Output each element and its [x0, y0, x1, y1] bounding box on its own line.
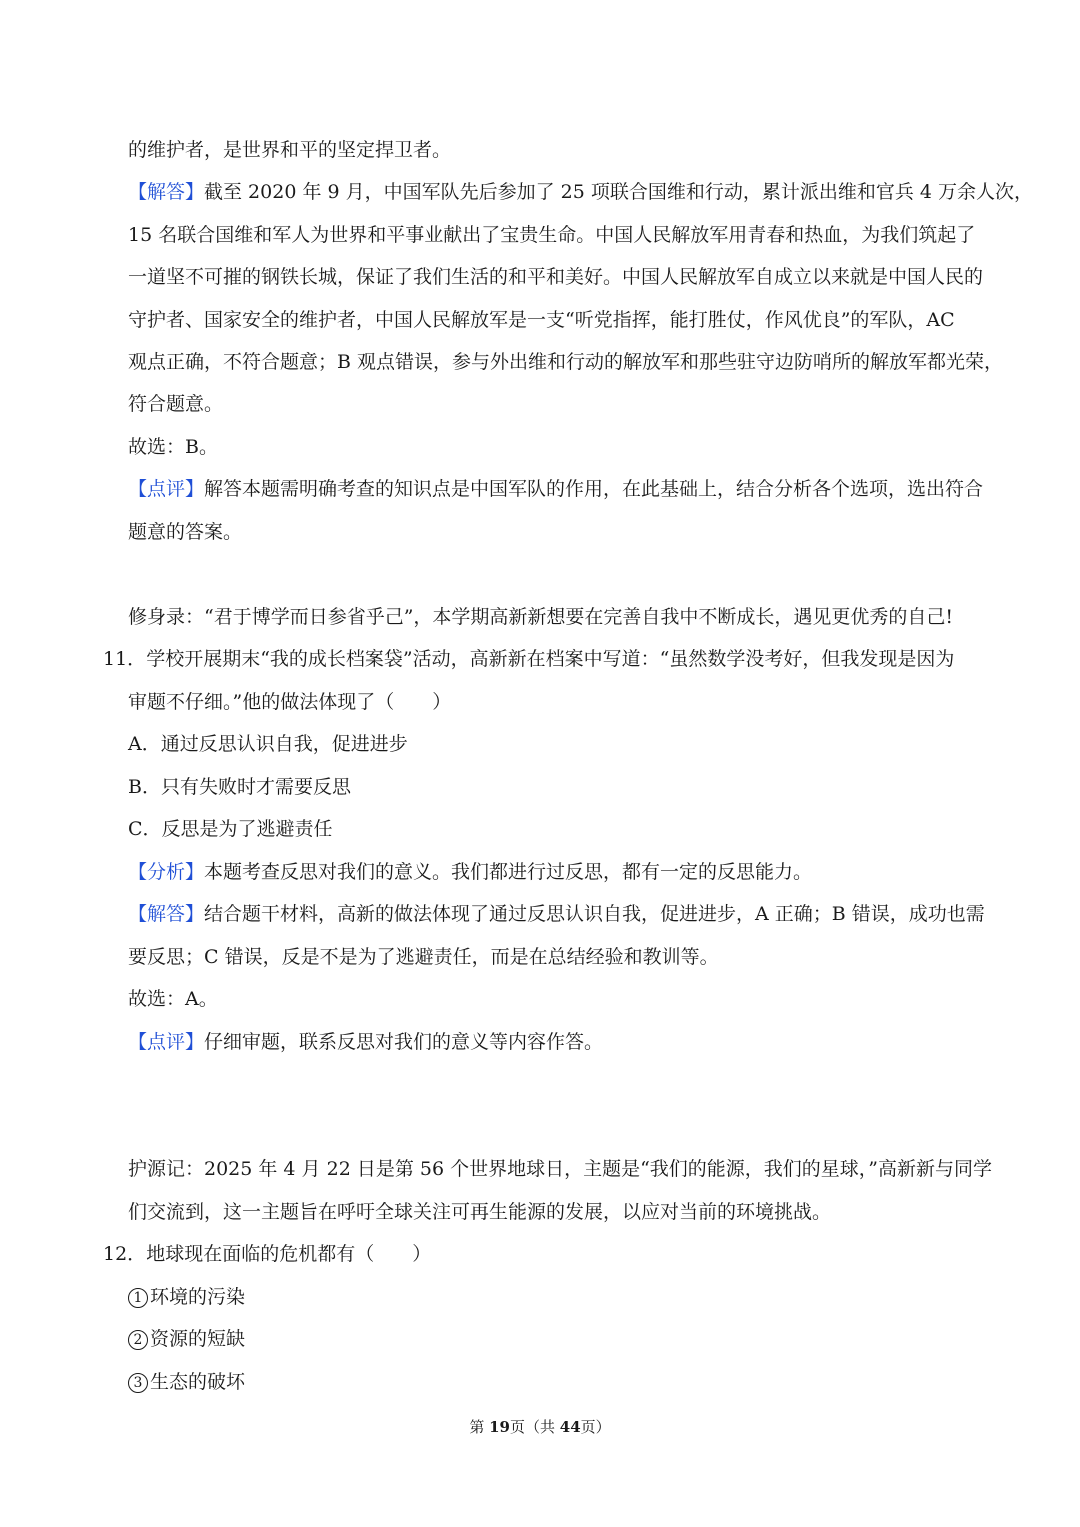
q11-choice: 故选：A。 [128, 988, 218, 1010]
q10-answer-line-3: 一道坚不可摧的钢铁长城，保证了我们生活的和平和美好。中国人民解放军自成立以来就是中国人民的 [128, 266, 984, 288]
q10-comment-line-2: 题意的答案。 [128, 521, 243, 543]
circled-number-icon: 1 [128, 1288, 148, 1308]
intro-12-line-1: 护源记：2025 年 4 月 22 日是第 56 个世界地球日，主题是“我们的能源，我们的星球，”高新新与同学 [128, 1158, 993, 1180]
q11-option-a: A．通过反思认识自我，促进进步 [128, 733, 408, 755]
q11-answer-line-1: 【解答】结合题干材料，高新的做法体现了通过反思认识自我，促进进步，A 正确；B 错误，成功也需 [128, 903, 985, 925]
q12-item-2: 2 资源的短缺 [128, 1326, 988, 1352]
q11-answer-line-2: 要反思；C 错误，反是不是为了逃避责任，而是在总结经验和教训等。 [128, 946, 719, 968]
q11-option-c: C．反思是为了逃避责任 [128, 818, 333, 840]
intro-11: 修身录：“君于博学而日参省乎己”，本学期高新新想要在完善自我中不断成长，遇见更优秀的自己! [128, 606, 954, 628]
analysis-tag: 【分析】 [128, 861, 205, 883]
q10-answer-line-2: 15 名联合国维和军人为世界和平事业献出了宝贵生命。中国人民解放军用青春和热血，为我们筑起了 [128, 224, 976, 246]
circled-number-icon: 2 [128, 1330, 148, 1350]
q11-option-b: B．只有失败时才需要反思 [128, 776, 351, 798]
q10-answer-line-6: 符合题意。 [128, 393, 224, 415]
q11-stem-line-2: 审题不仔细。”他的做法体现了（ ） [128, 691, 452, 713]
q11-analysis: 【分析】本题考查反思对我们的意义。我们都进行过反思，都有一定的反思能力。 [128, 861, 813, 883]
q12-stem: 12．地球现在面临的危机都有（ ） [103, 1243, 432, 1265]
q10-comment-line-1: 【点评】解答本题需明确考查的知识点是中国军队的作用，在此基础上，结合分析各个选项，选出符合 [128, 478, 984, 500]
q10-answer-line-1: 【解答】截至 2020 年 9 月，中国军队先后参加了 25 项联合国维和行动，累计派出维和官兵 4 万余人次， [128, 181, 1034, 203]
question-number: 12． [103, 1243, 147, 1265]
comment-tag: 【点评】 [128, 1031, 205, 1053]
total-page-count: 44 [559, 1418, 581, 1436]
q10-continuation: 的维护者，是世界和平的坚定捍卫者。 [128, 139, 452, 161]
answer-tag: 【解答】 [128, 903, 205, 925]
comment-tag: 【点评】 [128, 478, 205, 500]
q10-answer-line-5: 观点正确，不符合题意；B 观点错误，参与外出维和行动的解放军和那些驻守边防哨所的解放军都光荣， [128, 351, 1004, 373]
q10-answer-line-4: 守护者、国家安全的维护者，中国人民解放军是一支“听党指挥，能打胜仗，作风优良”的军队，AC [128, 309, 955, 331]
answer-tag: 【解答】 [128, 181, 205, 203]
intro-12-line-2: 们交流到，这一主题旨在呼吁全球关注可再生能源的发展，以应对当前的环境挑战。 [128, 1201, 832, 1223]
q11-stem-line-1: 11．学校开展期末“我的成长档案袋”活动，高新新在档案中写道：“虽然数学没考好，但我发现是因为 [103, 648, 955, 670]
q12-item-1: 1 环境的污染 [128, 1284, 988, 1310]
question-number: 11． [103, 648, 147, 670]
q12-item-3: 3 生态的破坏 [128, 1369, 988, 1395]
current-page-number: 19 [489, 1418, 510, 1436]
page-footer: 第 19页（共 44页） [469, 1418, 611, 1436]
q11-comment: 【点评】仔细审题，联系反思对我们的意义等内容作答。 [128, 1031, 604, 1053]
q10-choice: 故选：B。 [128, 436, 218, 458]
circled-number-icon: 3 [128, 1373, 148, 1393]
